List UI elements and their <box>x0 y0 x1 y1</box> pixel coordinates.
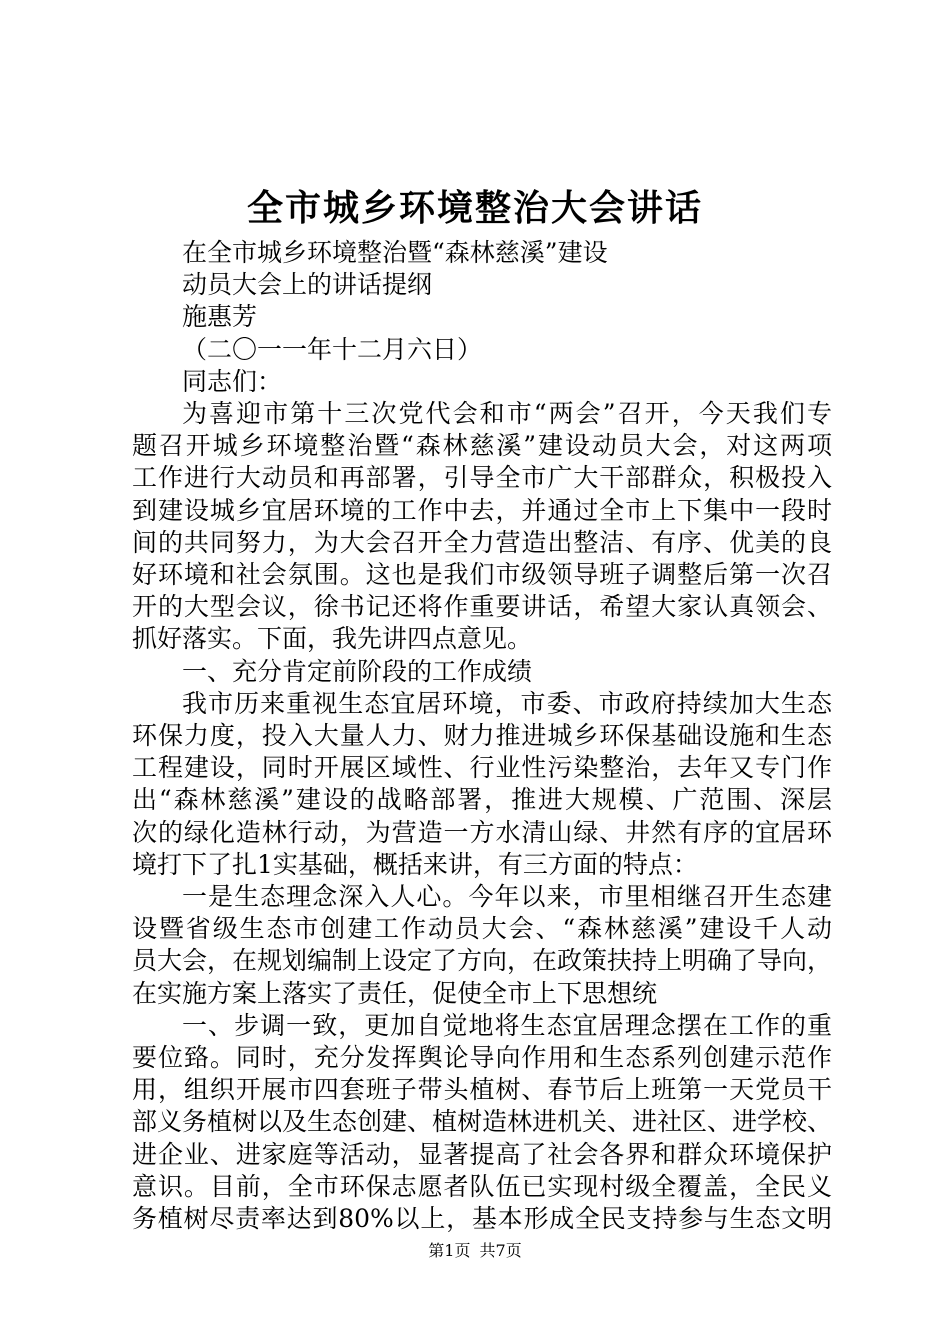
text-line: 开的大型会议，徐书记还将作重要讲话，希望大家认真领会、 <box>132 592 832 622</box>
text-line: 施惠芳 <box>182 302 258 332</box>
text-line: 一是生态理念深入人心。今年以来，市里相继召开生态建 <box>182 882 832 912</box>
text-line: 工作进行大动员和再部署，引导全市广大干部群众，积极投入 <box>132 463 832 493</box>
document-title: 全市城乡环境整治大会讲话 <box>246 188 703 229</box>
text-line: 间的共同努力，为大会召开全力营造出整洁、有序、优美的良 <box>132 527 832 557</box>
text-line: 员大会，在规划编制上设定了方向，在政策扶持上明确了导向， <box>132 946 833 976</box>
text-line: 出“森林慈溪”建设的战略部署，推进大规模、广范围、深层 <box>132 785 832 815</box>
document-body <box>132 237 832 1235</box>
text-line: 部义务植树以及生态创建、植树造林进机关、进社区、进学校、 <box>132 1107 833 1137</box>
text-line: 到建设城乡宜居环境的工作中去，并通过全市上下集中一段时 <box>132 495 832 525</box>
text-line: 务植树尽责率达到80%以上，基本形成全民支持参与生态文明 <box>132 1204 832 1234</box>
text-line: 在全市城乡环境整治暨“森林慈溪”建设 <box>182 238 608 267</box>
text-line: 题召开城乡环境整治暨“森林慈溪”建设动员大会，对这两项 <box>132 431 832 461</box>
text-line: 环保力度，投入大量人力、财力推进城乡环保基础设施和生态 <box>132 721 832 751</box>
text-line: 用，组织开展市四套班子带头植树、春节后上班第一天党员干 <box>132 1075 832 1105</box>
text-line: 进企业、进家庭等活动，显著提高了社会各界和群众环境保护 <box>132 1139 832 1169</box>
text-line: 设暨省级生态市创建工作动员大会、“森林慈溪”建设千人动 <box>132 914 832 944</box>
text-line: 一、步调一致，更加自觉地将生态宜居理念摆在工作的重 <box>182 1010 832 1040</box>
text-line: （二〇一一年十二月六日） <box>182 334 483 364</box>
text-line: 在实施方案上落实了责任，促使全市上下思想统 <box>132 978 658 1008</box>
text-line: 境打下了扎1实基础，概括来讲，有三方面的特点： <box>132 849 698 879</box>
text-line: 同志们： <box>182 366 283 396</box>
text-line: 工程建设，同时开展区域性、行业性污染整治，去年又专门作 <box>132 753 832 783</box>
text-line: 抓好落实。下面，我先讲四点意见。 <box>132 624 533 654</box>
text-line: 意识。目前，全市环保志愿者队伍已实现村级全覆盖，全民义 <box>132 1171 832 1201</box>
text-line: 好环境和社会氛围。这也是我们市级领导班子调整后第一次召 <box>132 560 832 590</box>
page-total: 共7页 <box>479 1241 522 1260</box>
page-footer <box>0 1240 950 1262</box>
text-line: 动员大会上的讲话提纲 <box>182 270 433 300</box>
text-line: 为喜迎市第十三次党代会和市“两会”召开，今天我们专 <box>182 399 832 429</box>
text-line: 一、充分肯定前阶段的工作成绩 <box>182 656 533 686</box>
text-line: 我市历来重视生态宜居环境，市委、市政府持续加大生态 <box>182 688 832 718</box>
text-line: 次的绿化造林行动，为营造一方水清山绿、井然有序的宜居环 <box>132 817 832 847</box>
page-number: 第1页 <box>428 1241 471 1260</box>
text-line: 要位臵。同时，充分发挥舆论导向作用和生态系列创建示范作 <box>132 1043 832 1073</box>
